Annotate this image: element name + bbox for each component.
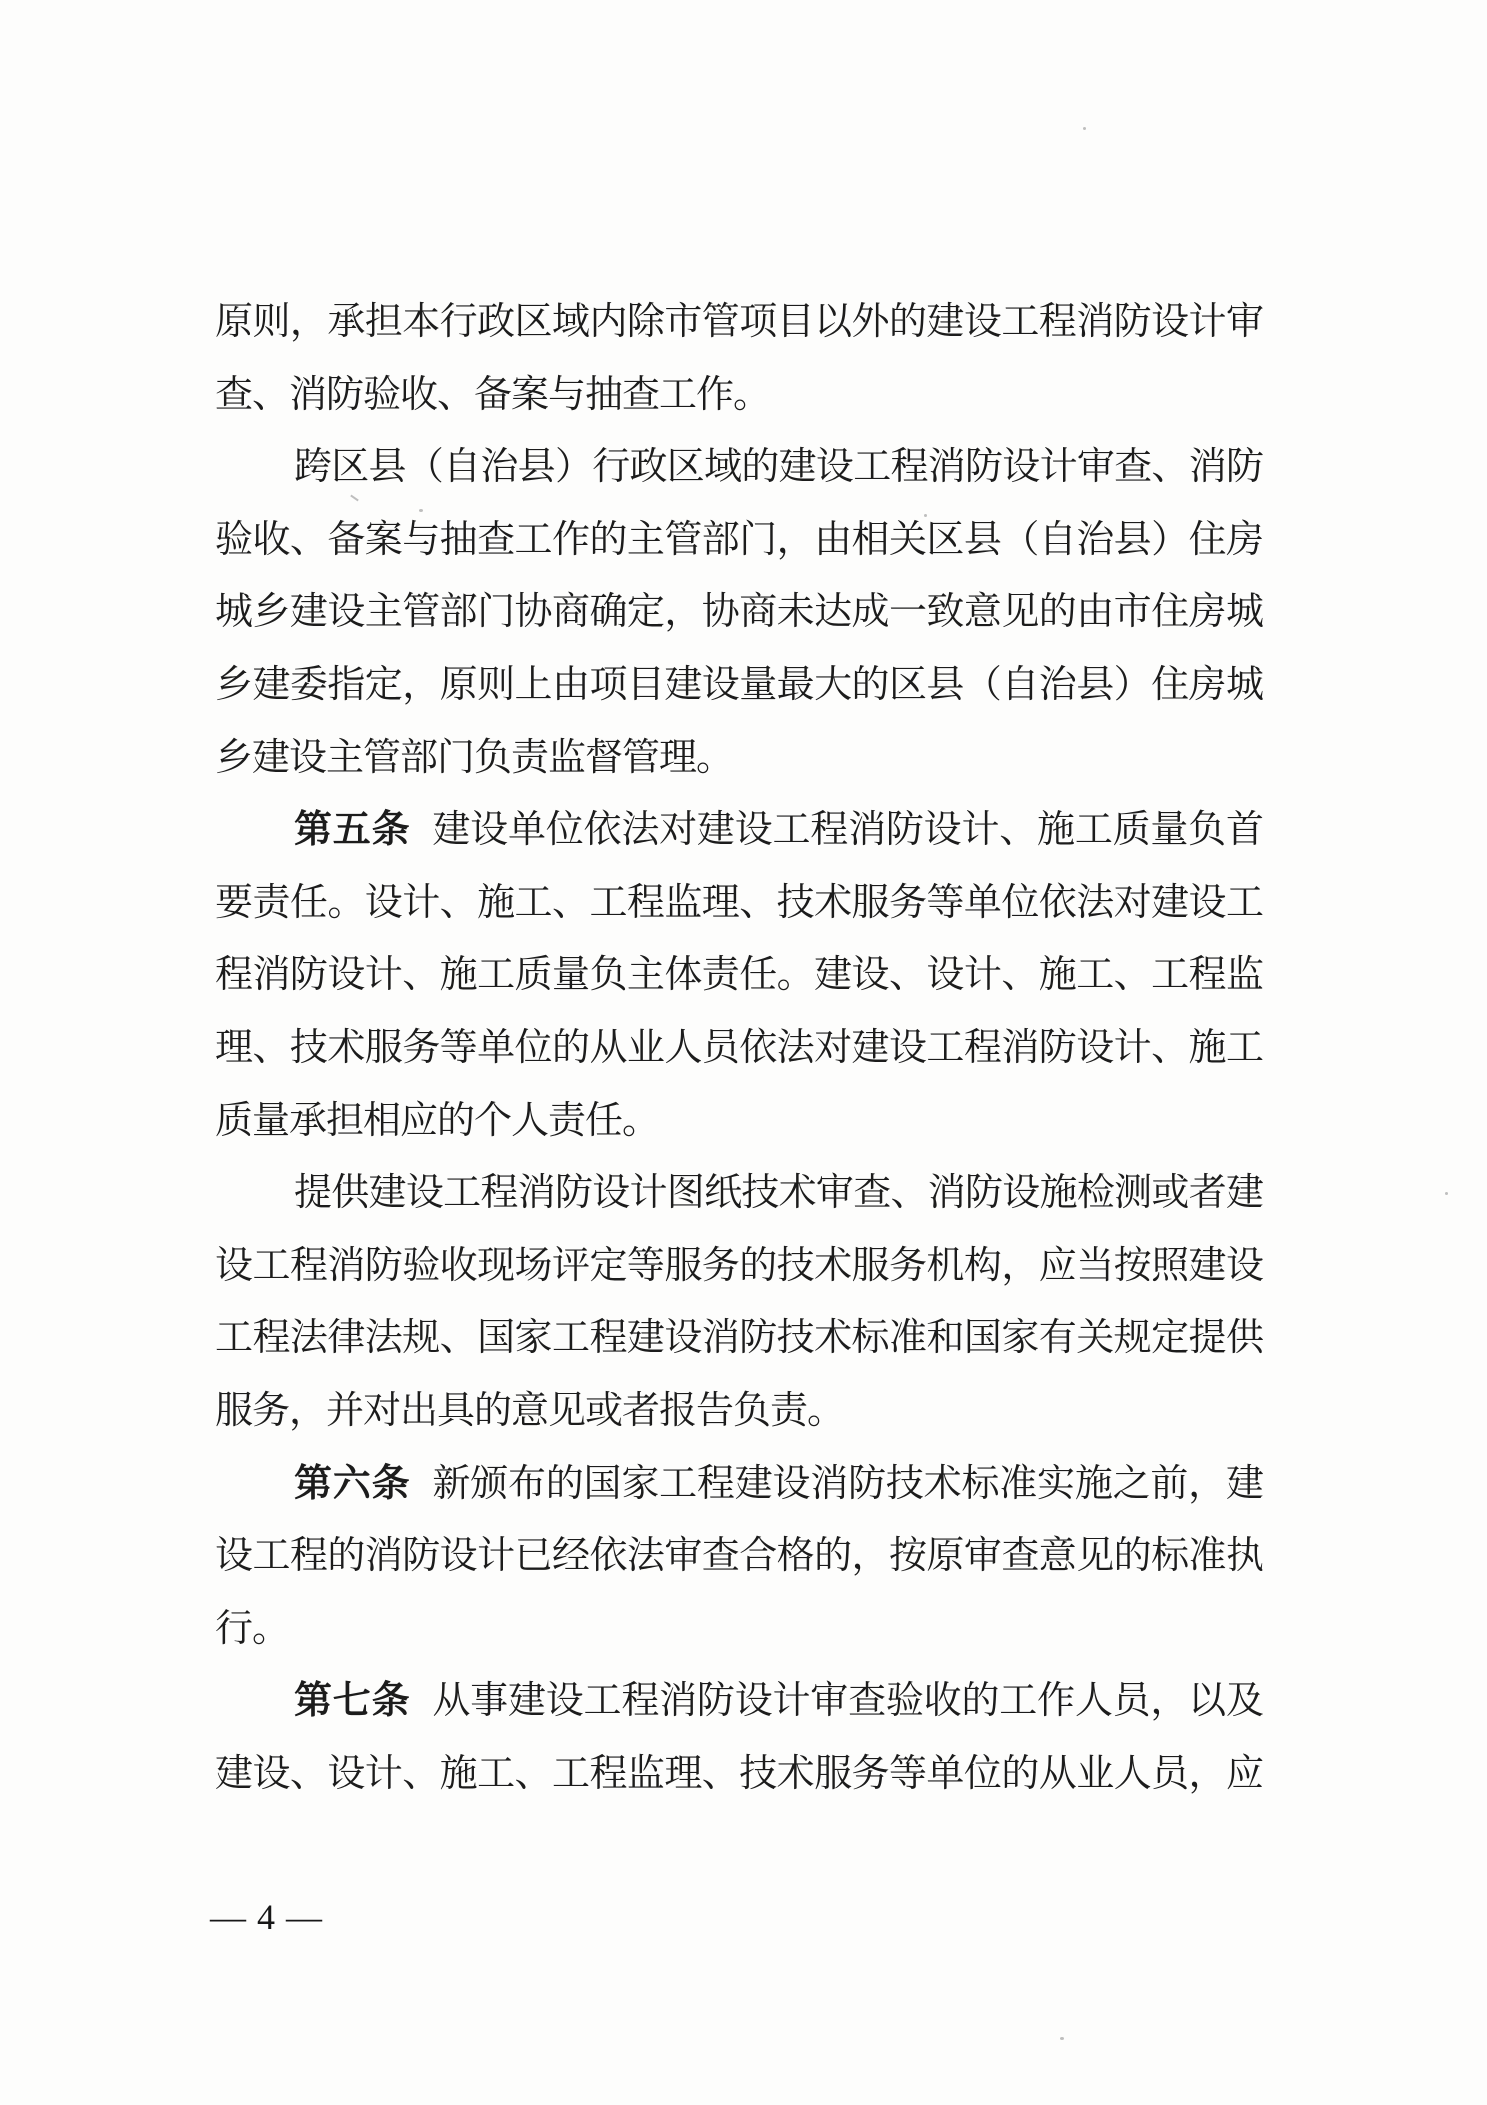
article-number: 第六条 [294,1462,411,1505]
line-text: 乡建委指定，原则上由项目建设量最大的区县（自治县）住房城 [215,663,1263,706]
article-number: 第七条 [294,1680,411,1723]
line-text: 行。 [215,1607,290,1650]
line-text: 建设、设计、施工、工程监理、技术服务等单位的从业人员，应 [215,1752,1263,1795]
page-number: — 4 — [210,1897,323,1937]
text-line [215,504,1263,577]
line-text: 设工程的消防设计已经依法审查合格的，按原审查意见的标准执 [215,1535,1263,1578]
text-line [215,1665,1263,1738]
line-text: 验收、备案与抽查工作的主管部门，由相关区县（自治县）住房 [215,518,1263,561]
text-line [215,867,1263,940]
text-line [215,1157,1263,1230]
line-text: 理、技术服务等单位的从业人员依法对建设工程消防设计、施工 [215,1026,1263,1069]
text-line [215,1520,1263,1593]
scan-speck [419,509,423,512]
document-body [215,286,1263,1810]
line-text: 查、消防验收、备案与抽查工作。 [215,373,771,416]
text-line [215,1593,1263,1666]
text-line [215,359,1263,432]
line-text: 提供建设工程消防设计图纸技术审查、消防设施检测或者建 [294,1172,1263,1215]
line-text: 设工程消防验收现场评定等服务的技术服务机构，应当按照建设 [215,1244,1263,1287]
line-text: 跨区县（自治县）行政区域的建设工程消防设计审查、消防 [294,446,1263,489]
scan-speck [1060,2037,1064,2040]
line-text: 从事建设工程消防设计审查验收的工作人员，以及 [432,1680,1263,1723]
line-text: 新颁布的国家工程建设消防技术标准实施之前，建 [432,1462,1263,1505]
line-text: 建设单位依法对建设工程消防设计、施工质量负首 [432,809,1263,852]
line-text: 程消防设计、施工质量负主体责任。建设、设计、施工、工程监 [215,954,1263,997]
text-line [215,939,1263,1012]
scan-speck [1445,1192,1448,1195]
text-line [215,431,1263,504]
text-line [215,1012,1263,1085]
text-line [215,794,1263,867]
text-line [215,286,1263,359]
text-line [215,576,1263,649]
text-line [215,1375,1263,1448]
line-text: 乡建设主管部门负责监督管理。 [215,736,734,779]
scan-speck [1083,127,1086,130]
line-text: 原则，承担本行政区域内除市管项目以外的建设工程消防设计审 [215,301,1263,343]
line-text: 工程法律法规、国家工程建设消防技术标准和国家有关规定提供 [215,1317,1263,1360]
scan-speck [924,514,927,517]
text-line [215,1230,1263,1303]
text-line [215,1738,1263,1811]
text-line [215,1085,1263,1158]
text-line [215,649,1263,722]
line-text: 服务，并对出具的意见或者报告负责。 [215,1389,845,1432]
text-line [215,1448,1263,1521]
line-text: 城乡建设主管部门协商确定，协商未达成一致意见的由市住房城 [215,591,1263,634]
line-text: 要责任。设计、施工、工程监理、技术服务等单位依法对建设工 [215,881,1263,924]
article-number: 第五条 [294,809,411,852]
text-line [215,722,1263,795]
text-line [215,1302,1263,1375]
line-text: 质量承担相应的个人责任。 [215,1099,660,1142]
